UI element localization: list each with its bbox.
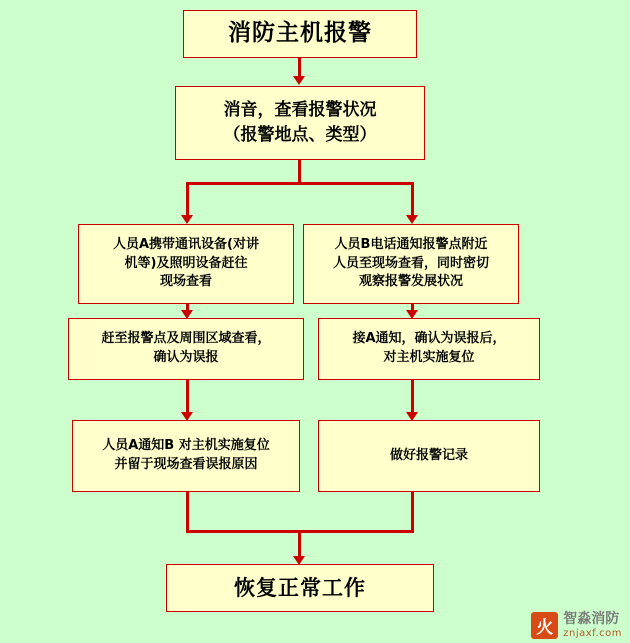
node-alarm-line-1: 消防主机报警: [228, 20, 372, 47]
node-person-a-go-line-3: 现场查看: [159, 274, 212, 290]
node-person-a-go: [78, 224, 294, 304]
connector-split-right-down: [411, 182, 414, 218]
watermark-url: znjaxf.com: [563, 627, 622, 639]
node-record: [318, 420, 540, 492]
node-alarm: [183, 10, 417, 58]
watermark-text: [563, 612, 622, 638]
node-person-b-call: [303, 224, 519, 304]
connector-arrive-to-notify: [186, 380, 189, 416]
connector-record-down: [411, 492, 414, 532]
node-resume: [166, 564, 434, 612]
node-silence-line-2: （报警地点、类型）: [223, 125, 377, 145]
arrowhead-to-person-a: [181, 215, 193, 224]
node-a-notify-b: [72, 420, 300, 492]
connector-notify-down: [186, 492, 189, 532]
watermark-name: 智淼消防: [563, 611, 620, 628]
node-person-a-go-line-1: 人员A携带通讯设备(对讲: [112, 236, 259, 252]
arrowhead-to-person-b: [406, 215, 418, 224]
node-record-line-1: 做好报警记录: [389, 447, 468, 463]
node-person-b-call-line-1: 人员B电话通知报警点附近: [334, 236, 488, 252]
node-silence-line-1: 消音，查看报警状况: [223, 100, 377, 121]
node-arrive-check-line-1: 赶至报警点及周围区域查看，: [101, 331, 271, 347]
connector-reset-to-record: [411, 380, 414, 416]
node-arrive-check-line-2: 确认为误报: [153, 350, 219, 365]
node-silence: [175, 86, 425, 160]
node-person-b-call-line-3: 观察报警发展状况: [358, 274, 463, 290]
connector-split-horizontal: [186, 182, 414, 185]
node-person-b-call-line-2: 人员至现场查看，同时密切: [332, 255, 489, 271]
node-b-reset-line-2: 对主机实施复位: [383, 350, 475, 365]
node-b-reset: [318, 318, 540, 380]
watermark: [531, 612, 622, 639]
watermark-logo-icon: 火: [531, 612, 558, 639]
node-b-reset-line-1: 接A通知，确认为误报后，: [352, 331, 506, 347]
node-person-a-go-line-2: 机等)及照明设备赶往: [124, 255, 248, 271]
connector-split-left-down: [186, 182, 189, 218]
node-arrive-check: [68, 318, 304, 380]
node-a-notify-b-line-2: 并留于现场查看误报原因: [114, 457, 258, 472]
node-a-notify-b-line-1: 人员A通知B 对主机实施复位: [102, 438, 270, 454]
connector-silence-down: [298, 160, 301, 184]
node-resume-line-1: 恢复正常工作: [234, 575, 366, 600]
arrowhead-alarm-to-silence: [293, 76, 305, 85]
